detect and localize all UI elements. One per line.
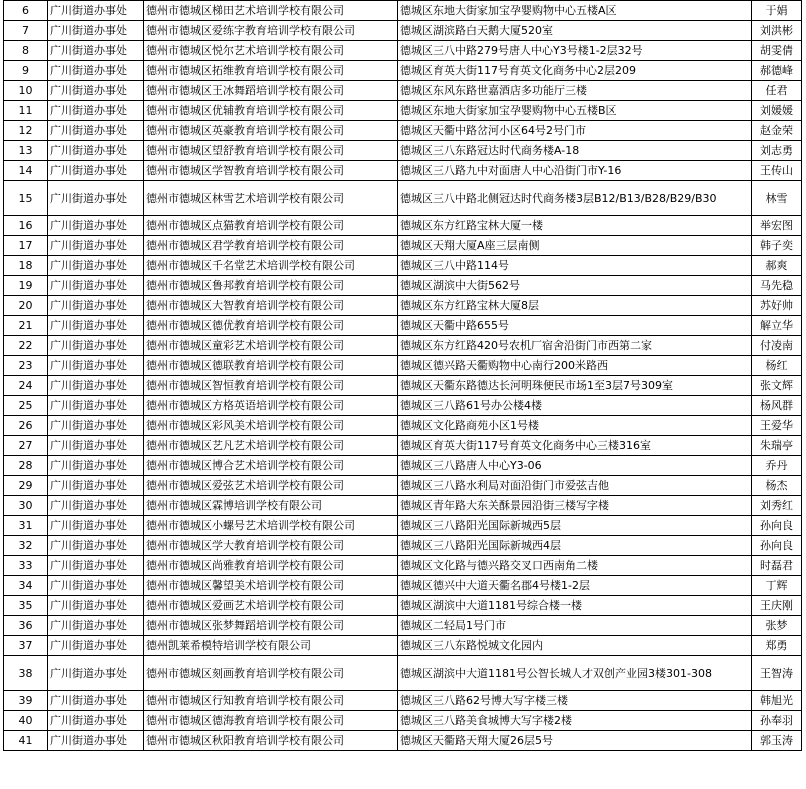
contact-person-cell: 韩旭光 — [752, 691, 802, 711]
row-number-cell: 39 — [4, 691, 48, 711]
address-cell: 德城区三八中路279号唐人中心Y3号楼1-2层32号 — [398, 41, 752, 61]
address-cell: 德城区德兴中大道天衢名郡4号楼1-2层 — [398, 576, 752, 596]
contact-person-cell: 朱瑞亭 — [752, 436, 802, 456]
contact-person-cell: 丁辉 — [752, 576, 802, 596]
table-row — [4, 596, 802, 616]
row-number-cell: 6 — [4, 1, 48, 21]
address-cell: 德城区湖滨路白天鹅大厦520室 — [398, 21, 752, 41]
school-name-cell: 德州市德城区爱画艺术培训学校有限公司 — [144, 596, 398, 616]
address-cell: 德城区文化路商苑小区1号楼 — [398, 416, 752, 436]
row-number-cell: 10 — [4, 81, 48, 101]
school-name-cell: 德州市德城区德联教育培训学校有限公司 — [144, 356, 398, 376]
school-name-cell: 德州市德城区博合艺术培训学校有限公司 — [144, 456, 398, 476]
row-number-cell: 21 — [4, 316, 48, 336]
table-row — [4, 416, 802, 436]
school-name-cell: 德州市德城区林雪艺术培训学校有限公司 — [144, 181, 398, 216]
address-cell: 德城区东方红路宝林大厦一楼 — [398, 216, 752, 236]
school-name-cell: 德州市德城区梯田艺术培训学校有限公司 — [144, 1, 398, 21]
school-name-cell: 德州市德城区方格英语培训学校有限公司 — [144, 396, 398, 416]
street-office-cell: 广川街道办事处 — [48, 376, 144, 396]
street-office-cell: 广川街道办事处 — [48, 516, 144, 536]
street-office-cell: 广川街道办事处 — [48, 416, 144, 436]
table-row — [4, 576, 802, 596]
contact-person-cell: 张文辉 — [752, 376, 802, 396]
row-number-cell: 30 — [4, 496, 48, 516]
row-number-cell: 12 — [4, 121, 48, 141]
school-name-cell: 德州市德城区学大教育培训学校有限公司 — [144, 536, 398, 556]
table-row — [4, 101, 802, 121]
street-office-cell: 广川街道办事处 — [48, 41, 144, 61]
address-cell: 德城区天衢中路655号 — [398, 316, 752, 336]
school-name-cell: 德州市德城区学智教育培训学校有限公司 — [144, 161, 398, 181]
school-list-table — [3, 0, 802, 751]
row-number-cell: 22 — [4, 336, 48, 356]
row-number-cell: 29 — [4, 476, 48, 496]
street-office-cell: 广川街道办事处 — [48, 1, 144, 21]
contact-person-cell: 举宏图 — [752, 216, 802, 236]
table-row — [4, 316, 802, 336]
address-cell: 德城区三八路阳光国际新城西5层 — [398, 516, 752, 536]
address-cell: 德城区三八路61号办公楼4楼 — [398, 396, 752, 416]
table-row — [4, 711, 802, 731]
street-office-cell: 广川街道办事处 — [48, 636, 144, 656]
school-name-cell: 德州市德城区千名堂艺术培训学校有限公司 — [144, 256, 398, 276]
table-row — [4, 356, 802, 376]
contact-person-cell: 付凌南 — [752, 336, 802, 356]
street-office-cell: 广川街道办事处 — [48, 21, 144, 41]
contact-person-cell: 乔丹 — [752, 456, 802, 476]
row-number-cell: 32 — [4, 536, 48, 556]
street-office-cell: 广川街道办事处 — [48, 81, 144, 101]
contact-person-cell: 刘志勇 — [752, 141, 802, 161]
row-number-cell: 37 — [4, 636, 48, 656]
table-row — [4, 691, 802, 711]
street-office-cell: 广川街道办事处 — [48, 731, 144, 751]
contact-person-cell: 任君 — [752, 81, 802, 101]
school-name-cell: 德州市德城区行知教育培训学校有限公司 — [144, 691, 398, 711]
contact-person-cell: 郝爽 — [752, 256, 802, 276]
school-name-cell: 德州市德城区童彩艺术培训学校有限公司 — [144, 336, 398, 356]
row-number-cell: 15 — [4, 181, 48, 216]
table-row — [4, 636, 802, 656]
row-number-cell: 35 — [4, 596, 48, 616]
street-office-cell: 广川街道办事处 — [48, 396, 144, 416]
row-number-cell: 20 — [4, 296, 48, 316]
row-number-cell: 17 — [4, 236, 48, 256]
table-row — [4, 1, 802, 21]
street-office-cell: 广川街道办事处 — [48, 256, 144, 276]
street-office-cell: 广川街道办事处 — [48, 556, 144, 576]
row-number-cell: 13 — [4, 141, 48, 161]
school-name-cell: 德州市德城区秋阳教育培训学校有限公司 — [144, 731, 398, 751]
row-number-cell: 11 — [4, 101, 48, 121]
street-office-cell: 广川街道办事处 — [48, 216, 144, 236]
school-name-cell: 德州凯莱希模特培训学校有限公司 — [144, 636, 398, 656]
row-number-cell: 14 — [4, 161, 48, 181]
table-row — [4, 556, 802, 576]
row-number-cell: 24 — [4, 376, 48, 396]
table-row — [4, 396, 802, 416]
street-office-cell: 广川街道办事处 — [48, 141, 144, 161]
contact-person-cell: 郑勇 — [752, 636, 802, 656]
street-office-cell: 广川街道办事处 — [48, 316, 144, 336]
address-cell: 德城区东方红路宝林大厦8层 — [398, 296, 752, 316]
table-row — [4, 41, 802, 61]
school-name-cell: 德州市德城区望舒教育培训学校有限公司 — [144, 141, 398, 161]
street-office-cell: 广川街道办事处 — [48, 296, 144, 316]
row-number-cell: 34 — [4, 576, 48, 596]
street-office-cell: 广川街道办事处 — [48, 711, 144, 731]
school-name-cell: 德州市德城区君学教育培训学校有限公司 — [144, 236, 398, 256]
address-cell: 德城区湖滨中大道1181号综合楼一楼 — [398, 596, 752, 616]
street-office-cell: 广川街道办事处 — [48, 496, 144, 516]
address-cell: 德城区三八中路北侧冠达时代商务楼3层B12/B13/B28/B29/B30 — [398, 181, 752, 216]
table-row — [4, 61, 802, 81]
address-cell: 德城区三八路九中对面唐人中心沿街门市Y-16 — [398, 161, 752, 181]
school-name-cell: 德州市德城区小螺号艺术培训学校有限公司 — [144, 516, 398, 536]
contact-person-cell: 马先稳 — [752, 276, 802, 296]
address-cell: 德城区三八路美食城博大写字楼2楼 — [398, 711, 752, 731]
table-row — [4, 216, 802, 236]
school-name-cell: 德州市德城区优辅教育培训学校有限公司 — [144, 101, 398, 121]
school-name-cell: 德州市德城区悦尔艺术培训学校有限公司 — [144, 41, 398, 61]
address-cell: 德城区三八中路114号 — [398, 256, 752, 276]
address-cell: 德城区湖滨中大道1181号公智长城人才双创产业园3楼301-308 — [398, 656, 752, 691]
street-office-cell: 广川街道办事处 — [48, 61, 144, 81]
address-cell: 德城区三八东路冠达时代商务楼A-18 — [398, 141, 752, 161]
table-row — [4, 161, 802, 181]
contact-person-cell: 杨红 — [752, 356, 802, 376]
table-row — [4, 121, 802, 141]
contact-person-cell: 郝德峰 — [752, 61, 802, 81]
row-number-cell: 9 — [4, 61, 48, 81]
contact-person-cell: 胡雯倩 — [752, 41, 802, 61]
row-number-cell: 26 — [4, 416, 48, 436]
address-cell: 德城区天衢路天翔大厦26层5号 — [398, 731, 752, 751]
street-office-cell: 广川街道办事处 — [48, 596, 144, 616]
contact-person-cell: 解立华 — [752, 316, 802, 336]
school-name-cell: 德州市德城区德海教育培训学校有限公司 — [144, 711, 398, 731]
contact-person-cell: 王爱华 — [752, 416, 802, 436]
table-row — [4, 476, 802, 496]
street-office-cell: 广川街道办事处 — [48, 576, 144, 596]
contact-person-cell: 孙奉羽 — [752, 711, 802, 731]
table-row — [4, 376, 802, 396]
school-name-cell: 德州市德城区彩风美术培训学校有限公司 — [144, 416, 398, 436]
row-number-cell: 16 — [4, 216, 48, 236]
street-office-cell: 广川街道办事处 — [48, 616, 144, 636]
school-name-cell: 德州市德城区馨望美术培训学校有限公司 — [144, 576, 398, 596]
street-office-cell: 广川街道办事处 — [48, 536, 144, 556]
address-cell: 德城区天衢东路德达长河明珠便民市场1至3层7号309室 — [398, 376, 752, 396]
school-name-cell: 德州市德城区大智教育培训学校有限公司 — [144, 296, 398, 316]
school-name-cell: 德州市德城区艺凡艺术培训学校有限公司 — [144, 436, 398, 456]
contact-person-cell: 郭玉涛 — [752, 731, 802, 751]
address-cell: 德城区东方红路420号农机厂宿舍沿街门市西第二家 — [398, 336, 752, 356]
address-cell: 德城区三八路阳光国际新城西4层 — [398, 536, 752, 556]
street-office-cell: 广川街道办事处 — [48, 276, 144, 296]
contact-person-cell: 张梦 — [752, 616, 802, 636]
contact-person-cell: 杨风群 — [752, 396, 802, 416]
table-row — [4, 656, 802, 691]
table-row — [4, 276, 802, 296]
address-cell: 德城区东地大街家加宝孕婴购物中心五楼A区 — [398, 1, 752, 21]
street-office-cell: 广川街道办事处 — [48, 181, 144, 216]
contact-person-cell: 刘秀红 — [752, 496, 802, 516]
table-row — [4, 181, 802, 216]
row-number-cell: 8 — [4, 41, 48, 61]
row-number-cell: 23 — [4, 356, 48, 376]
school-name-cell: 德州市德城区拓维教育培训学校有限公司 — [144, 61, 398, 81]
school-name-cell: 德州市德城区霖博培训学校有限公司 — [144, 496, 398, 516]
address-cell: 德城区三八路62号博大写字楼三楼 — [398, 691, 752, 711]
table-row — [4, 81, 802, 101]
street-office-cell: 广川街道办事处 — [48, 656, 144, 691]
table-row — [4, 296, 802, 316]
address-cell: 德城区育英大街117号育英文化商务中心三楼316室 — [398, 436, 752, 456]
address-cell: 德城区二轻局1号门市 — [398, 616, 752, 636]
table-row — [4, 336, 802, 356]
street-office-cell: 广川街道办事处 — [48, 101, 144, 121]
contact-person-cell: 时磊君 — [752, 556, 802, 576]
address-cell: 德城区天衢中路岔河小区64号2号门市 — [398, 121, 752, 141]
address-cell: 德城区德兴路天衢购物中心南行200米路西 — [398, 356, 752, 376]
address-cell: 德城区三八路水利局对面沿街门市爱弦吉他 — [398, 476, 752, 496]
table-body — [4, 1, 802, 751]
table-row — [4, 616, 802, 636]
contact-person-cell: 赵金荣 — [752, 121, 802, 141]
address-cell: 德城区东风东路世嘉酒店多功能厅三楼 — [398, 81, 752, 101]
address-cell: 德城区湖滨中大街562号 — [398, 276, 752, 296]
table-row — [4, 236, 802, 256]
row-number-cell: 33 — [4, 556, 48, 576]
street-office-cell: 广川街道办事处 — [48, 356, 144, 376]
contact-person-cell: 韩子奕 — [752, 236, 802, 256]
table-row — [4, 516, 802, 536]
school-name-cell: 德州市德城区王冰舞蹈培训学校有限公司 — [144, 81, 398, 101]
row-number-cell: 27 — [4, 436, 48, 456]
street-office-cell: 广川街道办事处 — [48, 691, 144, 711]
row-number-cell: 25 — [4, 396, 48, 416]
row-number-cell: 19 — [4, 276, 48, 296]
table-row — [4, 731, 802, 751]
table-row — [4, 456, 802, 476]
row-number-cell: 28 — [4, 456, 48, 476]
address-cell: 德城区天翔大厦A座三层南侧 — [398, 236, 752, 256]
address-cell: 德城区青年路大东关酥景园沿街三楼写字楼 — [398, 496, 752, 516]
address-cell: 德城区三八东路悦城文化园内 — [398, 636, 752, 656]
table-row — [4, 436, 802, 456]
row-number-cell: 31 — [4, 516, 48, 536]
school-name-cell: 德州市德城区爱练字教育培训学校有限公司 — [144, 21, 398, 41]
table-row — [4, 141, 802, 161]
school-name-cell: 德州市德城区点猫教育培训学校有限公司 — [144, 216, 398, 236]
school-registry-document — [3, 0, 802, 751]
contact-person-cell: 王庆刚 — [752, 596, 802, 616]
street-office-cell: 广川街道办事处 — [48, 121, 144, 141]
street-office-cell: 广川街道办事处 — [48, 476, 144, 496]
table-row — [4, 496, 802, 516]
contact-person-cell: 刘洪彬 — [752, 21, 802, 41]
contact-person-cell: 孙向良 — [752, 536, 802, 556]
address-cell: 德城区三八路唐人中心Y3-06 — [398, 456, 752, 476]
address-cell: 德城区育英大街117号育英文化商务中心2层209 — [398, 61, 752, 81]
table-row — [4, 536, 802, 556]
street-office-cell: 广川街道办事处 — [48, 456, 144, 476]
street-office-cell: 广川街道办事处 — [48, 336, 144, 356]
contact-person-cell: 杨杰 — [752, 476, 802, 496]
school-name-cell: 德州市德城区刻画教育培训学校有限公司 — [144, 656, 398, 691]
street-office-cell: 广川街道办事处 — [48, 236, 144, 256]
row-number-cell: 36 — [4, 616, 48, 636]
school-name-cell: 德州市德城区爱弦艺术培训学校有限公司 — [144, 476, 398, 496]
table-row — [4, 256, 802, 276]
street-office-cell: 广川街道办事处 — [48, 436, 144, 456]
school-name-cell: 德州市德城区尚雅教育培训学校有限公司 — [144, 556, 398, 576]
contact-person-cell: 王智涛 — [752, 656, 802, 691]
address-cell: 德城区文化路与德兴路交叉口西南角二楼 — [398, 556, 752, 576]
school-name-cell: 德州市德城区鲁邦教育培训学校有限公司 — [144, 276, 398, 296]
school-name-cell: 德州市德城区英豪教育培训学校有限公司 — [144, 121, 398, 141]
contact-person-cell: 于娟 — [752, 1, 802, 21]
row-number-cell: 40 — [4, 711, 48, 731]
contact-person-cell: 林雪 — [752, 181, 802, 216]
row-number-cell: 41 — [4, 731, 48, 751]
row-number-cell: 7 — [4, 21, 48, 41]
school-name-cell: 德州市德城区德优教育培训学校有限公司 — [144, 316, 398, 336]
contact-person-cell: 苏好帅 — [752, 296, 802, 316]
contact-person-cell: 刘媛媛 — [752, 101, 802, 121]
contact-person-cell: 王传山 — [752, 161, 802, 181]
school-name-cell: 德州市德城区张梦舞蹈培训学校有限公司 — [144, 616, 398, 636]
row-number-cell: 18 — [4, 256, 48, 276]
table-row — [4, 21, 802, 41]
street-office-cell: 广川街道办事处 — [48, 161, 144, 181]
address-cell: 德城区东地大街家加宝孕婴购物中心五楼B区 — [398, 101, 752, 121]
row-number-cell: 38 — [4, 656, 48, 691]
school-name-cell: 德州市德城区智恒教育培训学校有限公司 — [144, 376, 398, 396]
contact-person-cell: 孙向良 — [752, 516, 802, 536]
